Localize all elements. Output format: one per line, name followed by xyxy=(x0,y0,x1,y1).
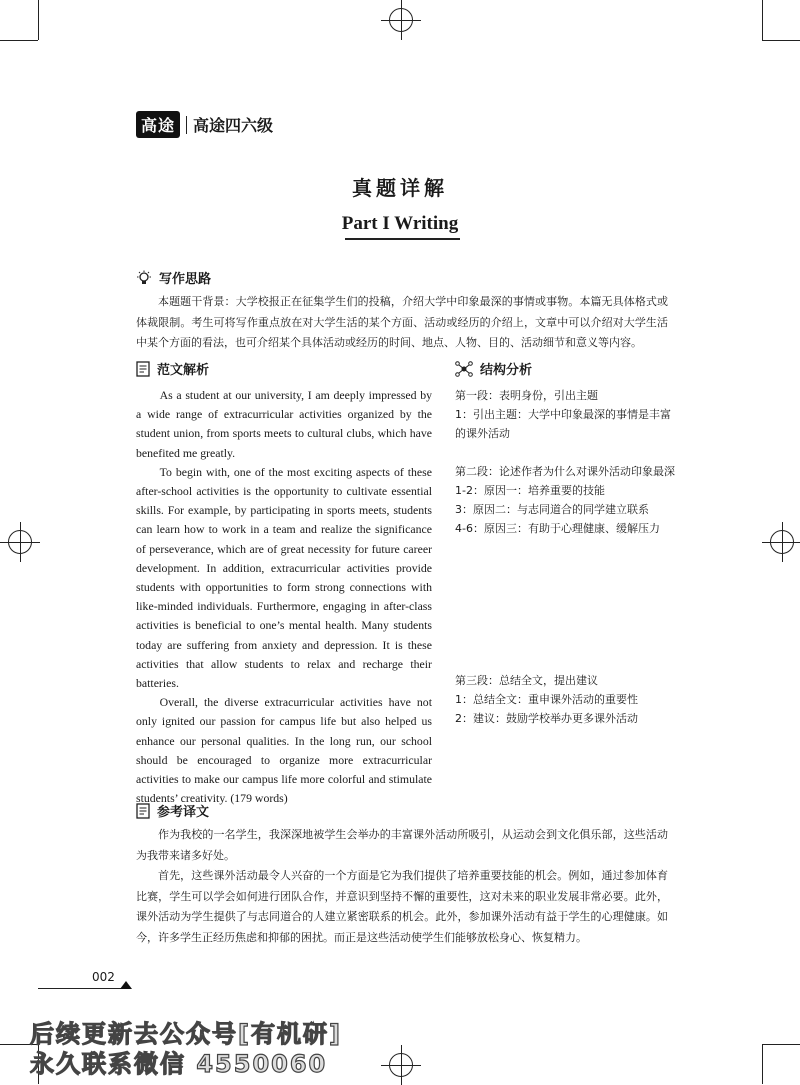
structure-item: 4-6：原因三：有助于心理健康、缓解压力 xyxy=(455,522,660,535)
structure-item: 1：引出主题：大学中印象最深的事情是丰富的课外活动 xyxy=(455,408,671,440)
structure-section-title: 第三段：总结全文，提出建议 xyxy=(455,674,598,687)
essay-paragraph: As a student at our university, I am deeply impressed by a wide range of extracurricular activities organized by the student union, from sports meets to cultural clubs, which have benefited me greatly. xyxy=(136,388,432,460)
structure-section-2 xyxy=(455,462,675,538)
translation-body xyxy=(136,825,668,948)
sample-essay xyxy=(136,386,432,808)
structure-item: 3：原因二：与志同道合的同学建立联系 xyxy=(455,503,649,516)
heading-text: 范文解析 xyxy=(157,363,210,378)
registration-mark-icon xyxy=(389,1053,413,1077)
brand-header xyxy=(136,111,273,138)
title-underline xyxy=(345,238,460,240)
document-icon xyxy=(136,361,150,377)
lightbulb-icon xyxy=(136,270,152,286)
page-title: 真题详解 xyxy=(352,176,448,200)
translation-heading xyxy=(136,801,209,820)
structure-heading xyxy=(455,359,532,378)
watermark-line: 永久联系微信 4550060 xyxy=(30,1050,328,1078)
document-icon xyxy=(136,803,150,819)
brand-logo: 高途 xyxy=(136,111,180,138)
registration-mark-icon xyxy=(389,8,413,32)
brand-divider xyxy=(186,116,187,134)
watermark-line: 后续更新去公众号[有机研] xyxy=(30,1020,342,1048)
structure-section-title: 第一段：表明身份，引出主题 xyxy=(455,389,598,402)
structure-item: 1：总结全文：重申课外活动的重要性 xyxy=(455,693,638,706)
crop-mark xyxy=(762,0,763,40)
registration-mark-icon xyxy=(8,530,32,554)
heading-text: 结构分析 xyxy=(480,363,533,378)
essay-paragraph: To begin with, one of the most exciting aspects of these after-school activities is the opportunity to cultivate essential skills. For example, by participating in sports meets, students can learn how to work in a team and realize the significance of perseverance, which are of great necessity for future career development. In addition, extracurricular activities provide students with opportunities to form strong connections with like-minded individuals. Furthermore, engaging in after-class activities is beneficial to one’s mental health. Many students today are suffering from anxiety and depression. It is these activities that allow students to relax and recharge their batteries. xyxy=(136,464,432,691)
translation-paragraph: 首先，这些课外活动最令人兴奋的一个方面是它为我们提供了培养重要技能的机会。例如，通过参加体育比赛，学生可以学会如何进行团队合作，并意识到坚持不懈的重要性，这对未来的职业发展非常必要。此外，课外活动为学生提供了与志同道合的人建立紧密联系的机会。此外，参加课外活动有益于学生的心理健康。如今，许多学生正经历焦虑和抑郁的困扰。而正是这些活动使学生们能够放松身心、恢复精力。 xyxy=(136,869,668,944)
heading-text: 参考译文 xyxy=(157,805,210,820)
page-number: 002 xyxy=(92,970,115,984)
structure-section-1 xyxy=(455,386,675,443)
essay-paragraph: Overall, the diverse extracurricular activities have not only ignited our passion for campus life but also helped us enhance our personal qualities. In the long run, our school should be encouraged to organize more extracurricular activities to make our campus life more colorful and stimulate students’ creativity. (179 words) xyxy=(136,695,432,806)
network-icon xyxy=(455,361,473,377)
crop-mark xyxy=(762,1044,763,1084)
structure-section-3 xyxy=(455,671,675,728)
structure-section-title: 第二段：论述作者为什么对课外活动印象最深 xyxy=(455,465,675,478)
crop-mark xyxy=(762,40,800,41)
brand-name: 高途四六级 xyxy=(193,116,274,135)
part-title: Part I Writing xyxy=(341,213,459,234)
footer-rule xyxy=(38,988,130,989)
crop-mark xyxy=(0,40,38,41)
crop-mark xyxy=(762,1044,800,1045)
registration-mark-icon xyxy=(770,530,794,554)
writing-idea-heading xyxy=(136,268,211,287)
sample-heading xyxy=(136,359,209,378)
triangle-marker-icon xyxy=(120,981,132,989)
writing-idea-text: 本题题干背景：大学校报正在征集学生们的投稿，介绍大学中印象最深的事情或事物。本篇无具体格式或体裁限制。考生可将写作重点放在对大学生活的某个方面、活动或经历的介绍上，文章中可以介绍对大学生活中某个方面的看法，也可介绍某个具体活动或经历的时间、地点、人物、目的、活动细节和意义等内容。 xyxy=(136,295,668,349)
crop-mark xyxy=(38,0,39,40)
structure-item: 1-2：原因一：培养重要的技能 xyxy=(455,484,605,497)
heading-text: 写作思路 xyxy=(159,272,212,287)
translation-paragraph: 作为我校的一名学生，我深深地被学生会举办的丰富课外活动所吸引，从运动会到文化俱乐部，这些活动为我带来诸多好处。 xyxy=(136,828,668,862)
structure-item: 2：建议：鼓励学校举办更多课外活动 xyxy=(455,712,638,725)
